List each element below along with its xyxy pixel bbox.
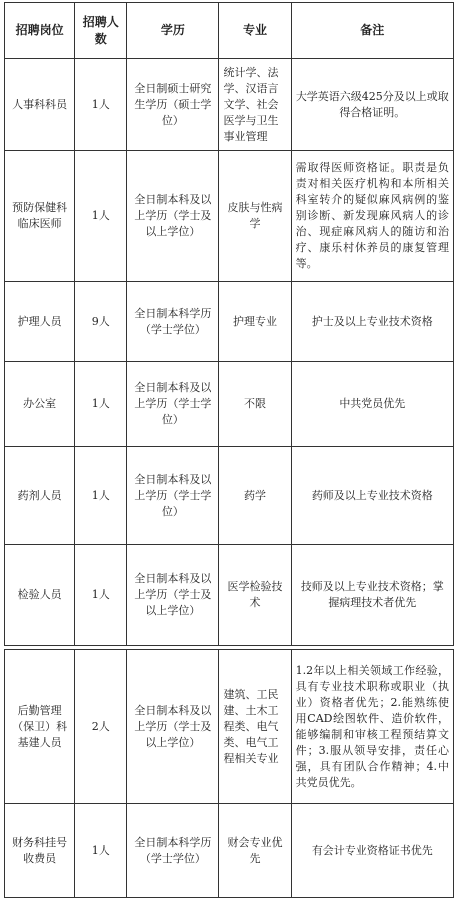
table-row (5, 650, 454, 804)
cell-education: 全日制本科及以上学历（学士及以上学位） (127, 151, 219, 282)
table-row (5, 545, 454, 646)
cell-education: 全日制本科及以上学历（学士学位） (127, 362, 219, 447)
header-count: 招聘人数 (75, 3, 127, 59)
header-post: 招聘岗位 (5, 3, 75, 59)
header-note: 备注 (291, 3, 453, 59)
cell-education: 全日制本科学历（学士学位） (127, 804, 219, 898)
cell-count: 1人 (75, 447, 127, 545)
cell-count: 2人 (75, 650, 127, 804)
cell-post: 后勤管理（保卫）科基建人员 (5, 650, 75, 804)
cell-major: 医学检验技术 (219, 545, 291, 646)
cell-post: 办公室 (5, 362, 75, 447)
table-row (5, 151, 454, 282)
cell-count: 9人 (75, 282, 127, 362)
cell-note: 需取得医师资格证。职责是负责对相关医疗机构和本所相关科室转介的疑似麻风病例的鉴别诊断、新发现麻风病人的诊治、现症麻风病人的随访和治疗、康乐村休养员的康复管理等。 (291, 151, 453, 282)
cell-note: 大学英语六级425分及以上或取得合格证明。 (291, 59, 453, 151)
cell-major: 护理专业 (219, 282, 291, 362)
cell-count: 1人 (75, 151, 127, 282)
header-major: 专业 (219, 3, 291, 59)
cell-post: 检验人员 (5, 545, 75, 646)
cell-post: 人事科科员 (5, 59, 75, 151)
cell-note: 药师及以上专业技术资格 (291, 447, 453, 545)
cell-post: 预防保健科临床医师 (5, 151, 75, 282)
table-row (5, 59, 454, 151)
cell-note: 1.2年以上相关领域工作经验，具有专业技术职称或职业（执业）资格者优先；2.能熟练使用CAD绘图软件、造价软件，能够编制和审核工程预结算文件；3.服从领导安排，责任心强，具有团队合作精神；4.中共党员优先。 (291, 650, 453, 804)
cell-post: 药剂人员 (5, 447, 75, 545)
table-row (5, 282, 454, 362)
cell-major: 不限 (219, 362, 291, 447)
cell-education: 全日制本科学历（学士学位） (127, 282, 219, 362)
cell-count: 1人 (75, 545, 127, 646)
cell-note: 中共党员优先 (291, 362, 453, 447)
recruitment-table-page-1 (4, 2, 454, 646)
cell-count: 1人 (75, 59, 127, 151)
cell-education: 全日制硕士研究生学历（硕士学位） (127, 59, 219, 151)
cell-major: 建筑、工民建、土木工程类、电气类、电气工程相关专业 (219, 650, 291, 804)
cell-major: 皮肤与性病学 (219, 151, 291, 282)
cell-education: 全日制本科及以上学历（学士学位） (127, 447, 219, 545)
table-row (5, 447, 454, 545)
cell-education: 全日制本科及以上学历（学士及以上学位） (127, 650, 219, 804)
cell-note: 护士及以上专业技术资格 (291, 282, 453, 362)
cell-major: 统计学、法学、汉语言文学、社会医学与卫生事业管理 (219, 59, 291, 151)
table-row (5, 362, 454, 447)
recruitment-table-page-2 (4, 649, 454, 898)
header-education: 学历 (127, 3, 219, 59)
cell-count: 1人 (75, 362, 127, 447)
table-header-row (5, 3, 454, 59)
cell-post: 护理人员 (5, 282, 75, 362)
cell-major: 财会专业优先 (219, 804, 291, 898)
cell-note: 技师及以上专业技术资格；掌握病理技术者优先 (291, 545, 453, 646)
cell-note: 有会计专业资格证书优先 (291, 804, 453, 898)
cell-education: 全日制本科及以上学历（学士及以上学位） (127, 545, 219, 646)
cell-major: 药学 (219, 447, 291, 545)
cell-post: 财务科挂号收费员 (5, 804, 75, 898)
cell-count: 1人 (75, 804, 127, 898)
table-row (5, 804, 454, 898)
